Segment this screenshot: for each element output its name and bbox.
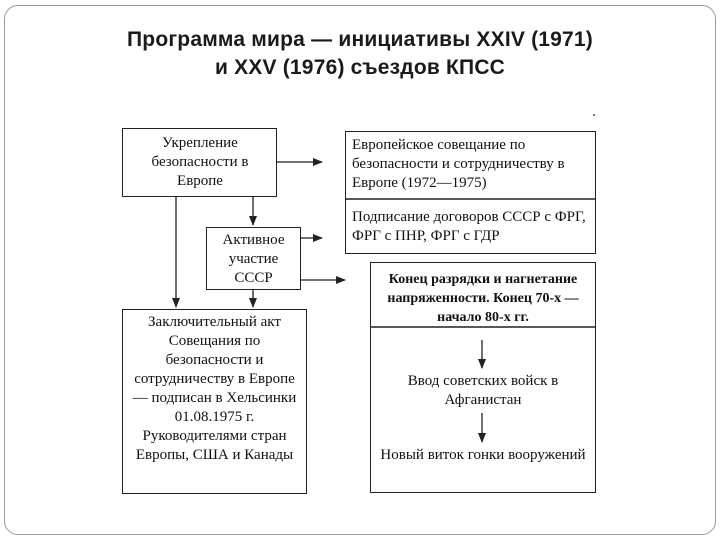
detente-text: Конец разрядки и нагнетание напряженности. Конец 70-х — начало 80-х гг.	[387, 272, 579, 325]
final-act-text: Заключительный акт Совещания по безопасности и сотрудничеству в Европе — подписан в Хельсинки 01.08.1975 г. Руководителями стран Европы, США и Канады	[132, 314, 297, 463]
conference-text: Европейское совещание по безопасности и сотрудничеству в Европе (1972—1975)	[352, 137, 565, 191]
afghanistan-text: Ввод советских войск в Афганистан	[407, 373, 559, 408]
title-line-1: Программа мира — инициативы XXIV (1971)	[127, 28, 593, 51]
active-participation-text: Активное участие СССР	[222, 232, 285, 286]
treaties-text: Подписание договоров СССР с ФРГ, ФРГ с ПНР, ФРГ с ГДР	[352, 209, 586, 244]
slide-title	[40, 26, 680, 82]
arms-race-text: Новый виток гонки вооружений	[380, 447, 586, 463]
slide-frame	[4, 5, 716, 535]
strengthening-text: Укрепление безопасности в Европе	[151, 135, 249, 189]
title-line-2: и XXV (1976) съездов КПСС	[214, 56, 506, 79]
